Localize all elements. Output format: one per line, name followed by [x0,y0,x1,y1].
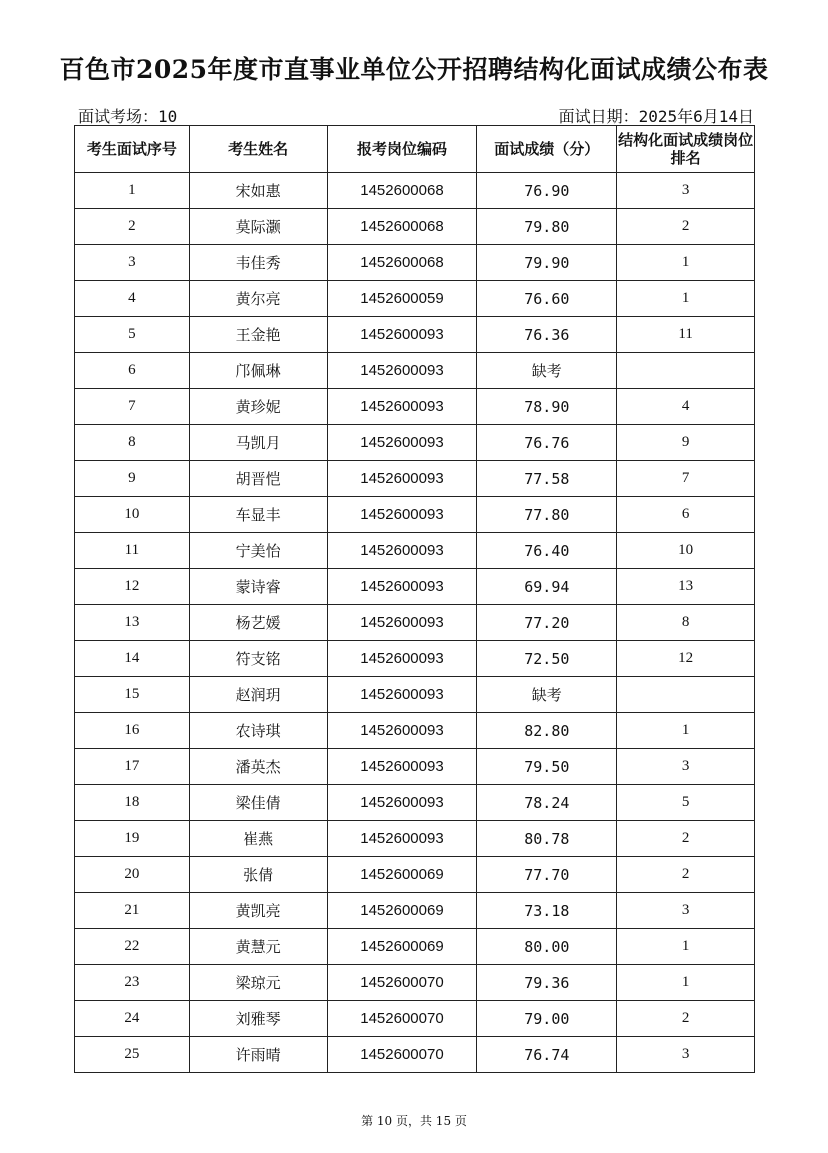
header-score: 面试成绩（分） [477,126,617,173]
cell-seq: 16 [75,713,190,749]
cell-post-code: 1452600093 [327,317,477,353]
cell-score: 80.00 [477,929,617,965]
cell-score: 78.24 [477,785,617,821]
table-row [75,641,755,677]
header-rank: 结构化面试成绩岗位排名 [617,126,755,173]
cell-score: 76.40 [477,533,617,569]
cell-name: 韦佳秀 [189,245,327,281]
table-row [75,209,755,245]
cell-rank: 8 [617,605,755,641]
table-body [75,173,755,1073]
cell-name: 张倩 [189,857,327,893]
cell-post-code: 1452600068 [327,173,477,209]
cell-score: 79.50 [477,749,617,785]
cell-seq: 5 [75,317,190,353]
cell-score: 72.50 [477,641,617,677]
cell-rank: 7 [617,461,755,497]
page-title: 百色市2025年度市直事业单位公开招聘结构化面试成绩公布表 [59,55,769,84]
cell-rank: 5 [617,785,755,821]
cell-rank [617,677,755,713]
cell-name: 王金艳 [189,317,327,353]
cell-seq: 7 [75,389,190,425]
cell-name: 莫际灏 [189,209,327,245]
cell-seq: 14 [75,641,190,677]
cell-score: 77.70 [477,857,617,893]
cell-name: 邝佩琳 [189,353,327,389]
exam-date-label: 面试日期：2025年6月14日 [558,107,754,126]
cell-rank: 1 [617,929,755,965]
table-row [75,713,755,749]
cell-post-code: 1452600093 [327,497,477,533]
cell-rank: 1 [617,965,755,1001]
cell-seq: 6 [75,353,190,389]
table-row [75,173,755,209]
cell-post-code: 1452600093 [327,389,477,425]
cell-score: 80.78 [477,821,617,857]
cell-rank: 1 [617,245,755,281]
cell-name: 黄珍妮 [189,389,327,425]
cell-seq: 1 [75,173,190,209]
exam-room-label: 面试考场：10 [78,107,178,126]
header-seq: 考生面试序号 [75,126,190,173]
cell-score: 77.80 [477,497,617,533]
cell-rank: 9 [617,425,755,461]
table-row [75,1001,755,1037]
cell-score: 缺考 [477,677,617,713]
table-row [75,281,755,317]
cell-name: 车显丰 [189,497,327,533]
cell-post-code: 1452600093 [327,677,477,713]
cell-name: 黄慧元 [189,929,327,965]
cell-rank: 12 [617,641,755,677]
table-row [75,317,755,353]
cell-post-code: 1452600093 [327,353,477,389]
cell-name: 农诗琪 [189,713,327,749]
cell-score: 缺考 [477,353,617,389]
table-row [75,605,755,641]
cell-seq: 22 [75,929,190,965]
table-row [75,1037,755,1073]
table-row [75,749,755,785]
header-name: 考生姓名 [189,126,327,173]
cell-name: 崔燕 [189,821,327,857]
cell-post-code: 1452600069 [327,929,477,965]
cell-seq: 24 [75,1001,190,1037]
cell-post-code: 1452600070 [327,1001,477,1037]
cell-seq: 8 [75,425,190,461]
cell-rank: 3 [617,173,755,209]
cell-score: 79.80 [477,209,617,245]
cell-seq: 18 [75,785,190,821]
cell-score: 76.90 [477,173,617,209]
table-row [75,929,755,965]
cell-post-code: 1452600070 [327,1037,477,1073]
cell-rank: 10 [617,533,755,569]
cell-name: 刘雅琴 [189,1001,327,1037]
cell-seq: 2 [75,209,190,245]
cell-seq: 20 [75,857,190,893]
cell-score: 78.90 [477,389,617,425]
cell-seq: 4 [75,281,190,317]
cell-seq: 17 [75,749,190,785]
table-row [75,965,755,1001]
cell-score: 76.74 [477,1037,617,1073]
cell-name: 马凯月 [189,425,327,461]
cell-post-code: 1452600093 [327,533,477,569]
cell-score: 77.58 [477,461,617,497]
cell-name: 宁美怡 [189,533,327,569]
cell-score: 73.18 [477,893,617,929]
cell-name: 梁琼元 [189,965,327,1001]
table-row [75,569,755,605]
cell-score: 77.20 [477,605,617,641]
cell-post-code: 1452600069 [327,857,477,893]
cell-post-code: 1452600068 [327,209,477,245]
table-row [75,785,755,821]
cell-post-code: 1452600093 [327,569,477,605]
cell-name: 黄凯亮 [189,893,327,929]
cell-post-code: 1452600093 [327,641,477,677]
cell-name: 符支铭 [189,641,327,677]
cell-name: 宋如惠 [189,173,327,209]
cell-score: 79.36 [477,965,617,1001]
cell-rank: 3 [617,1037,755,1073]
cell-seq: 11 [75,533,190,569]
header-post-code: 报考岗位编码 [327,126,477,173]
cell-name: 胡晋恺 [189,461,327,497]
cell-score: 76.36 [477,317,617,353]
cell-name: 杨艺媛 [189,605,327,641]
cell-rank: 2 [617,209,755,245]
page-footer: 第 10 页，共 15 页 [361,1114,467,1128]
cell-rank: 6 [617,497,755,533]
cell-seq: 25 [75,1037,190,1073]
cell-post-code: 1452600068 [327,245,477,281]
table-row [75,353,755,389]
table-row [75,461,755,497]
table-row [75,389,755,425]
cell-name: 黄尔亮 [189,281,327,317]
cell-rank [617,353,755,389]
cell-rank: 2 [617,1001,755,1037]
table-row [75,425,755,461]
cell-rank: 2 [617,821,755,857]
cell-post-code: 1452600093 [327,713,477,749]
cell-post-code: 1452600093 [327,461,477,497]
table-row [75,677,755,713]
cell-rank: 2 [617,857,755,893]
cell-rank: 11 [617,317,755,353]
cell-rank: 3 [617,749,755,785]
cell-post-code: 1452600093 [327,821,477,857]
cell-rank: 1 [617,713,755,749]
table-row [75,533,755,569]
cell-score: 76.76 [477,425,617,461]
cell-post-code: 1452600093 [327,749,477,785]
cell-post-code: 1452600069 [327,893,477,929]
table-header-row [75,126,755,173]
cell-rank: 13 [617,569,755,605]
cell-seq: 3 [75,245,190,281]
cell-name: 蒙诗睿 [189,569,327,605]
table-row [75,497,755,533]
cell-post-code: 1452600093 [327,785,477,821]
cell-score: 79.00 [477,1001,617,1037]
cell-post-code: 1452600093 [327,425,477,461]
table-row [75,245,755,281]
cell-post-code: 1452600070 [327,965,477,1001]
cell-name: 梁佳倩 [189,785,327,821]
table-row [75,857,755,893]
cell-seq: 23 [75,965,190,1001]
cell-score: 82.80 [477,713,617,749]
cell-rank: 1 [617,281,755,317]
cell-score: 79.90 [477,245,617,281]
table-row [75,821,755,857]
cell-rank: 3 [617,893,755,929]
cell-seq: 12 [75,569,190,605]
cell-name: 潘英杰 [189,749,327,785]
score-table [74,125,755,1073]
cell-score: 69.94 [477,569,617,605]
cell-seq: 13 [75,605,190,641]
cell-seq: 15 [75,677,190,713]
cell-rank: 4 [617,389,755,425]
cell-score: 76.60 [477,281,617,317]
cell-post-code: 1452600093 [327,605,477,641]
cell-seq: 19 [75,821,190,857]
cell-name: 许雨晴 [189,1037,327,1073]
cell-name: 赵润玥 [189,677,327,713]
cell-seq: 10 [75,497,190,533]
cell-post-code: 1452600059 [327,281,477,317]
cell-seq: 21 [75,893,190,929]
table-row [75,893,755,929]
cell-seq: 9 [75,461,190,497]
